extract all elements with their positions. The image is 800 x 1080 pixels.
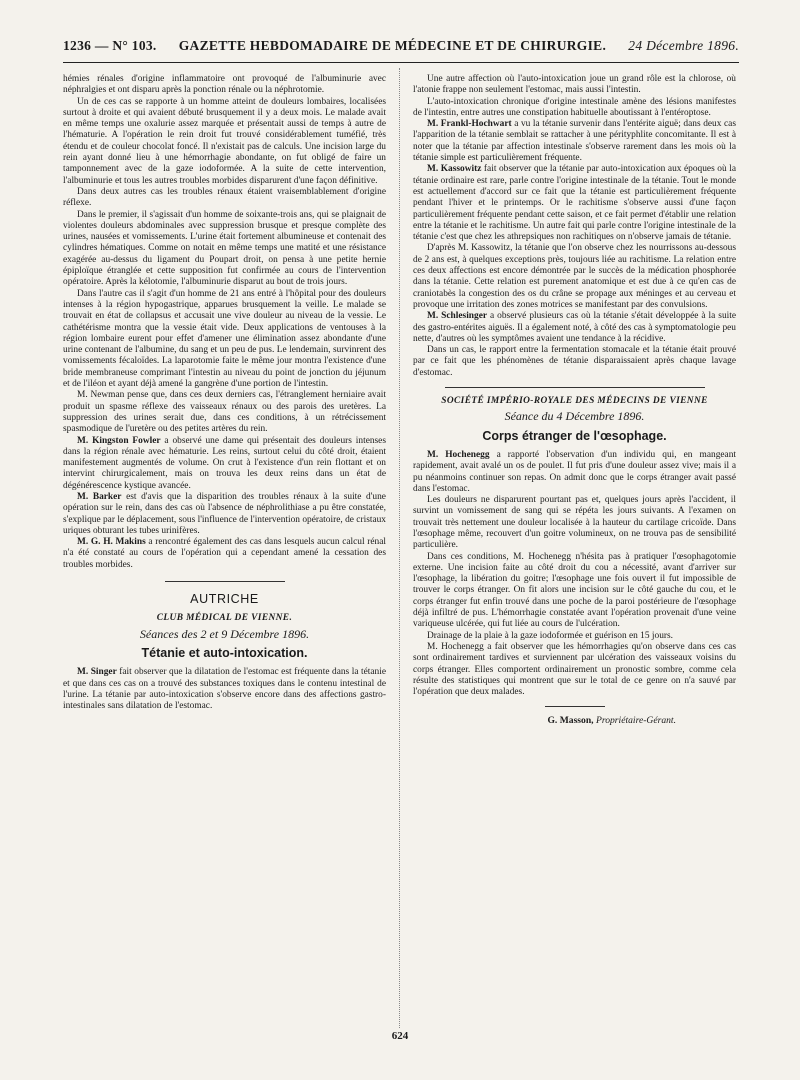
header-rule [63, 62, 739, 63]
seance-date: Séance du 4 Décembre 1896. [504, 409, 645, 424]
page-header [63, 38, 739, 62]
speaker-name: M. Schlesinger [427, 311, 488, 322]
paragraph: hémies rénales d'origine inflammatoire ont provoqué de l'albuminurie avec néphralgies et ont disparu après la ponction rénale ou la néphrotomie. [63, 74, 386, 96]
paragraph-singer: M. Singer fait observer que la dilatation de l'estomac est fréquente dans la tétanie et que dans ces cas on a trouvé des substances toxiques dans le contenu intestinal de l'urine. La tétanie par auto-intoxication s'observe encore dans des affections gastro-intestinales sans dilatation de l'estomac. [63, 667, 386, 712]
speaker-name: M. Kingston Fowler [77, 435, 161, 446]
topic-title: Corps étranger de l'œsophage. [482, 428, 667, 443]
signature-role: Propriétaire-Gérant. [593, 715, 676, 727]
speaker-name: M. Barker [77, 491, 122, 502]
paragraph-hochenegg: M. Hochenegg a rapporté l'observation d'un individu qui, en mangeant rapidement, avait avalé un os de poulet. Il fut pris d'une douleur assez vive; mais il a pu néanmoins continuer son repas. On admit donc que le corps étranger avait passé dans l'estomac. [413, 449, 736, 494]
speaker-name: M. Frankl-Hochwart [427, 119, 512, 130]
paragraph-kingston: M. Kingston Fowler a observé une dame qui présentait des douleurs intenses dans la région rénale avec hématurie. Les reins, surtout celui du côté droit, étaient manifestement augmentés de volume. On crut à l'existence d'un rein flottant et on intervint chirurgicalement, mais on trouva les deux reins dans un état de dégénérescence kystique avancée. [63, 435, 386, 491]
society-title: CLUB MÉDICAL DE VIENNE. [156, 613, 293, 624]
page-info: 1236 — N° 103. [63, 38, 157, 53]
left-column [63, 74, 386, 1044]
journal-title: GAZETTE HEBDOMADAIRE DE MÉDECINE ET DE CHIRURGIE. [178, 38, 607, 53]
paragraph: Dans l'autre cas il s'agit d'un homme de 21 ans entré à l'hôpital pour des douleurs intenses à la région hypogastrique, apparues brusquement la veille. Le malade se trouvait en état de collapsus et accusait une vive douleur au niveau de la vessie. Le cathétérisme montra que la vessie était vide. Deux applications de ventouses à la région lombaire eurent pour effet d'amener une élimination assez abondante d'une urine contenant de l'albumine, du sang et un peu de pus. Le lendemain, survinrent des vomissements fécaloïdes. La laparotomie faite le même jour montra l'existence d'une bride membraneuse comprimant l'intestin au niveau du point de jonction du jéjunum et de l'iléon et ayant déjà amené la gangrène d'une portion de l'intestin. [63, 288, 386, 390]
paragraph: M. Hochenegg a fait observer que les hémorrhagies qu'on observe dans ces cas sont ordinairement tardives et surviennent par ulcération des vaisseaux voisins du corps étranger. Elles comportent ordinairement un pronostic sombre, comme cela résulte des statistiques qui montrent que sur le total de ce genre on n'a sauvé par l'opération que deux malades. [413, 641, 736, 698]
paragraph-kassowitz: M. Kassowitz fait observer que la tétanie par auto-intoxication aux époques où la tétanie ordinaire est rare, parle contre l'origine intestinale de la tétanie. Tout le monde est actuellement d'accord sur ce fait que la tétanie est particulièrement fréquente pendant l'hiver et le printemps. Or le rachitisme s'observe aussi d'une façon particulièrement fréquente pendant cette saison, et ce fait permet d'établir une relation entre la tétanie et le rachitisme. Un autre fait qui parle contre l'origine intestinale de la tétanie c'est que chez les athrepsiques non rachitiques on n'observe jamais de tétanie. [413, 164, 736, 243]
page-number: 624 [391, 1030, 409, 1042]
paragraph-frankl: M. Frankl-Hochwart a vu la tétanie survenir dans l'entérite aiguë; dans deux cas l'apparition de la tétanie semblait se rattacher à une pérityphlite concomitante. Il est à noter que la tétanie par affection intestinale s'observe rarement dans les mois où la tétanie simple est particulièrement fréquente. [413, 119, 736, 164]
signature-name: G. Masson, [547, 715, 594, 727]
section-heading: AUTRICHE [190, 592, 259, 607]
paragraph: L'auto-intoxication chronique d'origine intestinale amène des lésions manifestes de l'intestin, entre autres une constipation habituelle aboutissant à l'entéroptose. [413, 96, 736, 118]
paragraph-makins: M. G. H. Makins a rencontré également des cas dans lesquels aucun calcul rénal n'a été constaté au cours de l'opération qui a cependant amené la cessation des troubles morbides. [63, 537, 386, 570]
paragraph: Dans ces conditions, M. Hochenegg n'hésita pas à pratiquer l'œsophagotomie externe. Une incision faite au côté droit du cou a nécessité, avant d'arriver sur l'œsophage, la libération du goitre; l'œsophage une fois ouvert il fut impossible de trouver le corps étranger. On fit alors une incision sur le côté gauche du cou, et le corps étranger fut enfin trouvé dans une poche de la paroi postérieure de l'œsophage déjà infiltré de pus. L'hémorrhagie constatée avant l'opération provenait d'une veine variqueuse ulcérée, qui fut liée au cours de l'ulcération. [413, 551, 736, 630]
section-rule [445, 387, 705, 388]
paragraph: Les douleurs ne disparurent pourtant pas et, quelques jours après l'accident, il survint un vomissement de sang qui se répéta les jours suivants. A l'examen on trouvait très nettement une douleur localisée à la hauteur du cartilage cricoïde. Dans l'œsophage même, recouvert d'un goitre volumineux, on ne trouva pas de sensibilité particulière. [413, 495, 736, 551]
paragraph-schlesinger: M. Schlesinger a observé plusieurs cas où la tétanie s'était développée à la suite des gastro-entérites aiguës. Il a également noté, à côté des cas à symptomatologie peu nette, d'autres où les symptômes avaient une tendance à la récidive. [413, 311, 736, 344]
paragraph: Drainage de la plaie à la gaze iodoformée et guérison en 15 jours. [427, 630, 673, 641]
speaker-name: M. Kassowitz [427, 164, 482, 175]
paragraph: M. Newman pense que, dans ces deux derniers cas, l'étranglement herniaire avait produit un spasme réflexe des vaisseaux rénaux ou des parois des uretères. La suppression des urines serait due, dans ces conditions, à un rétrécissement spasmodique de l'uretère ou des petites artères du rein. [63, 390, 386, 435]
paragraph: D'après M. Kassowitz, la tétanie que l'on observe chez les nourrissons au-dessous de 2 ans est, à quelques exceptions près, toujours liée au rachitisme. La relation entre ces deux affections est encore démontrée par le succès de la médication phosphorée dans la tétanie. Cette relation est purement anatomique et est due à ce qu'en cas de craniotabès la congestion des os du crâne se propage aux méninges et au cerveau et provoque une irritation des zones motrices se manifestant par des convulsions. [413, 243, 736, 310]
issue-date: 24 Décembre 1896. [628, 38, 739, 53]
paragraph: Dans le premier, il s'agissait d'un homme de soixante-trois ans, qui se plaignait de violentes douleurs abdominales avec suppression brusque et presque complète des urines, nausées et vomissements. L'urine était fortement albumineuse et contenait des cylindres hématiques. Comme on notait en même temps une matité et une résistance exagérée au-dessus du ligament du Poupart droit, on pensa à une petite hernie épiploïque étranglée et cette supposition fut confirmée au cours de l'intervention opératoire. Après la kélotomie, l'albuminurie disparut au bout de trois jours. [63, 209, 386, 288]
section-rule [165, 581, 285, 582]
seance-date: Séances des 2 et 9 Décembre 1896. [139, 626, 310, 641]
speaker-name: M. G. H. Makins [77, 537, 146, 548]
paragraph: Une autre affection où l'auto-intoxication joue un grand rôle est la chlorose, où l'atonie frappe non seulement l'estomac, mais aussi l'intestin. [413, 74, 736, 96]
topic-title: Tétanie et auto-intoxication. [141, 645, 308, 660]
speaker-name: M. Hochenegg [427, 449, 490, 460]
paragraph-barker: M. Barker est d'avis que la disparition des troubles rénaux à la suite d'une opération sur le rein, dans des cas où l'absence de néphrolithiase a pu être constatée, s'explique par le déplacement, sous l'influence de l'intervention opératoire, de cristaux uriques obturant les tubes urinifères. [63, 491, 386, 536]
column-divider [399, 68, 400, 1028]
speaker-name: M. Singer [77, 667, 117, 678]
signature [413, 715, 736, 726]
right-column [413, 74, 736, 1044]
paragraph: Dans un cas, le rapport entre la fermentation stomacale et la tétanie était prouvé par ce fait que les phénomènes de tétanie disparaissaient après chaque lavage d'estomac. [413, 345, 736, 378]
society-title: SOCIÉTÉ IMPÉRIO-ROYALE DES MÉDECINS DE VIENNE [441, 396, 708, 407]
paragraph: Dans deux autres cas les troubles rénaux étaient vraisemblablement d'origine réflexe. [63, 186, 386, 209]
closing-rule [545, 706, 605, 707]
paragraph: Un de ces cas se rapporte à un homme atteint de douleurs lombaires, localisées surtout à droite et qui avaient débuté brusquement il y a deux mois. Le malade avait en même temps une oxalurie assez marquée et présentait aussi de temps à autre de l'hématurie. A l'opération le rein droit fut trouvé considérablement tuméfié, très étendu et de couleur chocolat foncé. Il n'existait pas de calculs. Une incision large du rein ayant donné lieu à une hémorrhagie abondante, on fut obligé de faire un tamponnement avec de la gaze iodoformée. A la suite de cette intervention, l'albuminurie et tous les autres troubles morbides disparurent d'une façon définitive. [63, 96, 386, 186]
